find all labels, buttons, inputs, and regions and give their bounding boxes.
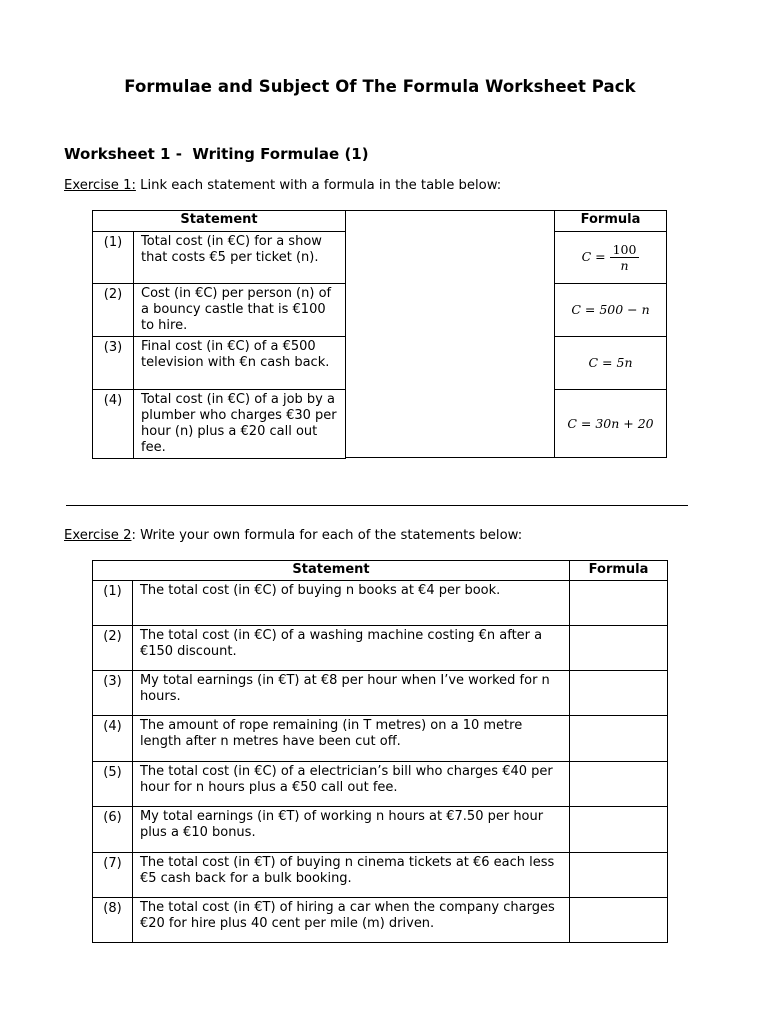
row-number: (3) bbox=[93, 337, 134, 390]
row-number: (4) bbox=[93, 390, 134, 459]
statement-text: My total earnings (in €T) of working n hours at €7.50 per hour plus a €10 bonus. bbox=[132, 807, 569, 853]
formula-cell: C = 500 − n bbox=[555, 284, 667, 337]
table-row bbox=[555, 284, 667, 337]
table-row bbox=[93, 762, 668, 807]
row-number: (6) bbox=[93, 807, 133, 853]
statement-text: Total cost (in €C) for a show that costs €5 per ticket (n). bbox=[134, 232, 346, 284]
statement-text: The total cost (in €T) of hiring a car when the company charges €20 for hire plus 40 cent per mile (m) driven. bbox=[132, 898, 569, 943]
exercise2-instruction-text: : Write your own formula for each of the statements below: bbox=[131, 528, 523, 543]
exercise1-instruction bbox=[64, 178, 501, 193]
exercise1-formula-table bbox=[554, 210, 667, 458]
exercise2-statement-header: Statement bbox=[93, 561, 570, 581]
answer-cell[interactable] bbox=[570, 853, 668, 898]
exercise2-formula-header: Formula bbox=[570, 561, 668, 581]
answer-cell[interactable] bbox=[570, 898, 668, 943]
table-row bbox=[93, 284, 346, 337]
section-divider bbox=[66, 505, 688, 506]
statement-text: The total cost (in €C) of a electrician’s bill who charges €40 per hour for n hours plus a €50 call out fee. bbox=[132, 762, 569, 807]
formula-cell bbox=[555, 232, 667, 284]
page-title: Formulae and Subject Of The Formula Worksheet Pack bbox=[124, 77, 636, 96]
formula-lhs: C = bbox=[581, 249, 606, 264]
row-number: (4) bbox=[93, 716, 133, 762]
table-row bbox=[93, 898, 668, 943]
fraction-numerator: 100 bbox=[610, 242, 640, 258]
table-row bbox=[93, 581, 668, 626]
table-row bbox=[93, 337, 346, 390]
row-number: (1) bbox=[93, 581, 133, 626]
statement-text: My total earnings (in €T) at €8 per hour when I’ve worked for n hours. bbox=[132, 671, 569, 716]
table-row bbox=[93, 716, 668, 762]
exercise1-formula-header: Formula bbox=[555, 211, 667, 232]
fraction-denominator: n bbox=[620, 258, 629, 273]
exercise2-table bbox=[92, 560, 668, 943]
statement-text: Total cost (in €C) of a job by a plumber who charges €30 per hour (n) plus a €20 call out fee. bbox=[134, 390, 346, 459]
exercise2-label: Exercise 2 bbox=[64, 528, 132, 543]
statement-text: Final cost (in €C) of a €500 television with €n cash back. bbox=[134, 337, 346, 390]
row-number: (2) bbox=[93, 284, 134, 337]
fraction bbox=[610, 242, 640, 273]
row-number: (7) bbox=[93, 853, 133, 898]
row-number: (1) bbox=[93, 232, 134, 284]
table-row bbox=[93, 807, 668, 853]
row-number: (3) bbox=[93, 671, 133, 716]
table-row bbox=[93, 626, 668, 671]
statement-text: The total cost (in €C) of buying n books at €4 per book. bbox=[132, 581, 569, 626]
row-number: (2) bbox=[93, 626, 133, 671]
table-row bbox=[555, 232, 667, 284]
statement-text: The total cost (in €T) of buying n cinema tickets at €6 each less €5 cash back for a bulk booking. bbox=[132, 853, 569, 898]
answer-cell[interactable] bbox=[570, 716, 668, 762]
exercise1-statement-table bbox=[92, 210, 346, 459]
table-row bbox=[93, 390, 346, 459]
formula-cell: C = 5n bbox=[555, 337, 667, 390]
answer-cell[interactable] bbox=[570, 626, 668, 671]
row-number: (8) bbox=[93, 898, 133, 943]
worksheet-heading: Worksheet 1 - Writing Formulae (1) bbox=[64, 145, 369, 163]
exercise1-instruction-text: Link each statement with a formula in the table below: bbox=[135, 178, 502, 193]
table-row bbox=[555, 390, 667, 458]
formula-cell: C = 30n + 20 bbox=[555, 390, 667, 458]
table-row bbox=[93, 232, 346, 284]
answer-cell[interactable] bbox=[570, 671, 668, 716]
table-row bbox=[93, 853, 668, 898]
answer-cell[interactable] bbox=[570, 581, 668, 626]
exercise1-linking-space bbox=[345, 210, 555, 458]
statement-text: The amount of rope remaining (in T metres) on a 10 metre length after n metres have been cut off. bbox=[132, 716, 569, 762]
exercise1-statement-header: Statement bbox=[93, 211, 346, 232]
row-number: (5) bbox=[93, 762, 133, 807]
statement-text: Cost (in €C) per person (n) of a bouncy castle that is €100 to hire. bbox=[134, 284, 346, 337]
exercise1-label: Exercise 1: bbox=[64, 178, 136, 193]
statement-text: The total cost (in €C) of a washing machine costing €n after a €150 discount. bbox=[132, 626, 569, 671]
answer-cell[interactable] bbox=[570, 762, 668, 807]
answer-cell[interactable] bbox=[570, 807, 668, 853]
exercise2-instruction bbox=[64, 528, 522, 543]
table-row bbox=[93, 671, 668, 716]
table-row bbox=[555, 337, 667, 390]
